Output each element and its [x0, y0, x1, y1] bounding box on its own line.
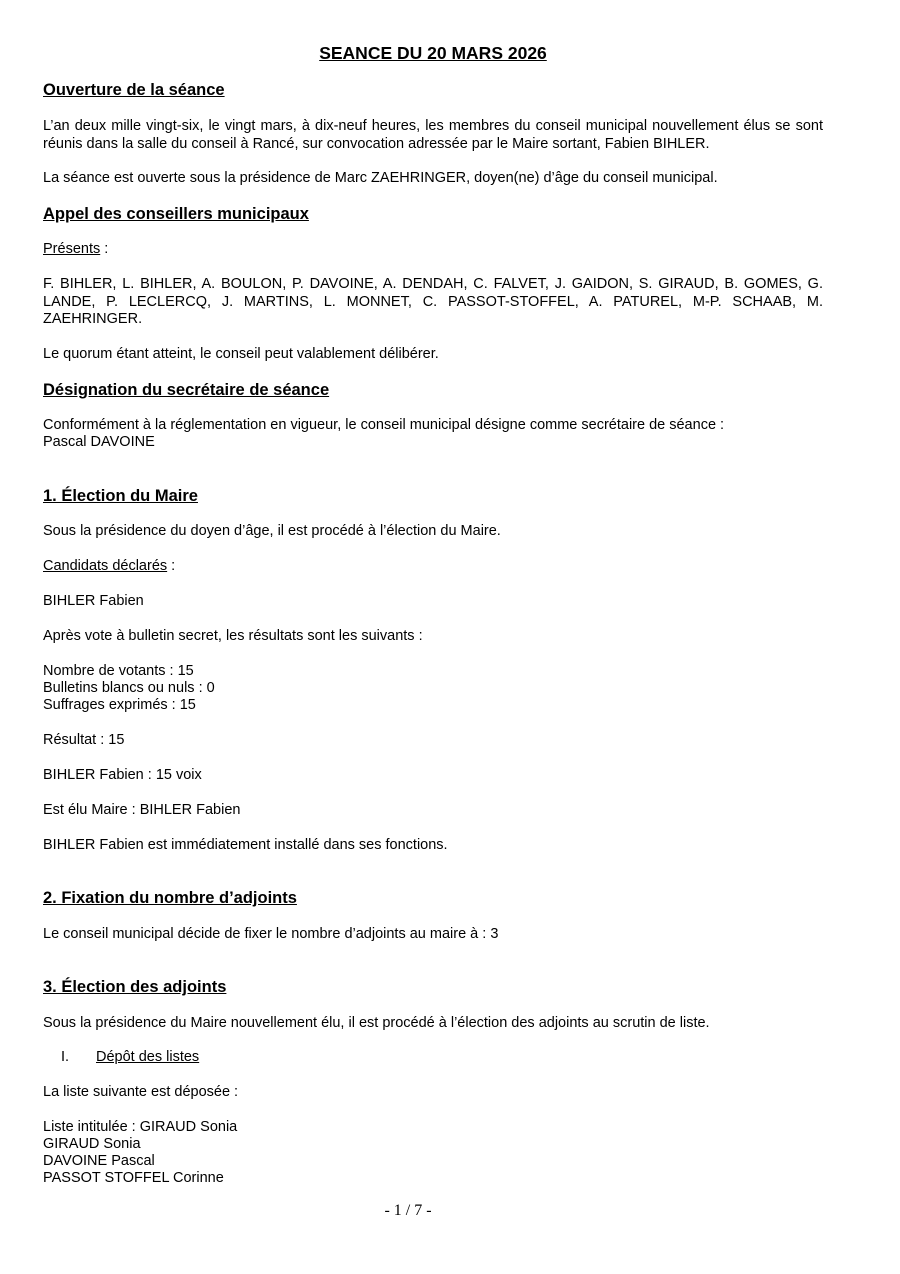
heading-election-adjoints: 3. Élection des adjoints	[43, 978, 227, 996]
paragraph-presidence: La séance est ouverte sous la présidence de Marc ZAEHRINGER, doyen(ne) d’âge du conseil municipal.	[43, 170, 718, 186]
item-label: Dépôt des listes	[96, 1049, 200, 1065]
resultat: Résultat : 15	[43, 732, 125, 748]
page-title: SEANCE DU 20 MARS 2026	[319, 43, 547, 63]
installe: BIHLER Fabien est immédiatement installé dans ses fonctions.	[43, 837, 448, 853]
heading-secretaire: Désignation du secrétaire de séance	[43, 381, 330, 399]
election-maire-intro: Sous la présidence du doyen d’âge, il est procédé à l’élection du Maire.	[43, 523, 501, 539]
heading-fixation: 2. Fixation du nombre d’adjoints	[43, 889, 297, 907]
heading-ouverture: Ouverture de la séance	[43, 81, 225, 99]
presents-suffix: :	[100, 241, 109, 257]
candidats-suffix: :	[167, 558, 176, 574]
presents-line	[43, 241, 823, 259]
paragraph-ouverture: L’an deux mille vingt-six, le vingt mars, à dix-neuf heures, les membres du conseil municipal nouvellement élus se sont réunis dans la salle du conseil à Rancé, sur convocation adressée par le Maire sortant, Fabien BIHLER.	[43, 118, 823, 152]
heading-election-maire: 1. Élection du Maire	[43, 487, 198, 505]
liste-line: GIRAUD Sonia	[43, 1136, 141, 1152]
liste-deposee: La liste suivante est déposée :	[43, 1084, 239, 1100]
list-item-depot	[43, 1049, 823, 1067]
paragraph-names: F. BIHLER, L. BIHLER, A. BOULON, P. DAVOINE, A. DENDAH, C. FALVET, J. GAIDON, S. GIRAUD, B. GOMES, G. LANDE, P. LECLERCQ, J. MARTINS, L. MONNET, C. PASSOT-STOFFEL, A. PATUREL, M-P. SCHAAB, M. ZAEHRINGER.	[43, 276, 823, 327]
paragraph-quorum: Le quorum étant atteint, le conseil peut valablement délibérer.	[43, 346, 439, 362]
election-adjoints-intro: Sous la présidence du Maire nouvellement élu, il est procédé à l’élection des adjoints au scrutin de liste.	[43, 1015, 710, 1031]
candidats-line	[43, 558, 823, 576]
secretaire-name: Pascal DAVOINE	[43, 434, 155, 450]
secretaire-line1: Conformément à la réglementation en vigueur, le conseil municipal désigne comme secrétaire de séance :	[43, 417, 725, 433]
candidat-name: BIHLER Fabien	[43, 593, 144, 609]
fixation-text: Le conseil municipal décide de fixer le nombre d’adjoints au maire à : 3	[43, 926, 499, 942]
candidats-label: Candidats déclarés	[43, 558, 168, 574]
presents-label: Présents	[43, 241, 101, 257]
page-number: - 1 / 7 -	[384, 1202, 432, 1219]
liste-line: PASSOT STOFFEL Corinne	[43, 1170, 224, 1186]
votants: Nombre de votants : 15	[43, 663, 194, 679]
heading-appel: Appel des conseillers municipaux	[43, 205, 309, 223]
elu-maire: Est élu Maire : BIHLER Fabien	[43, 802, 241, 818]
exprimes: Suffrages exprimés : 15	[43, 697, 196, 713]
blancs: Bulletins blancs ou nuls : 0	[43, 680, 215, 696]
liste-line: DAVOINE Pascal	[43, 1153, 155, 1169]
item-number: I.	[61, 1049, 70, 1065]
apres-vote: Après vote à bulletin secret, les résultats sont les suivants :	[43, 628, 423, 644]
voix: BIHLER Fabien : 15 voix	[43, 767, 202, 783]
liste-line: Liste intitulée : GIRAUD Sonia	[43, 1119, 238, 1135]
